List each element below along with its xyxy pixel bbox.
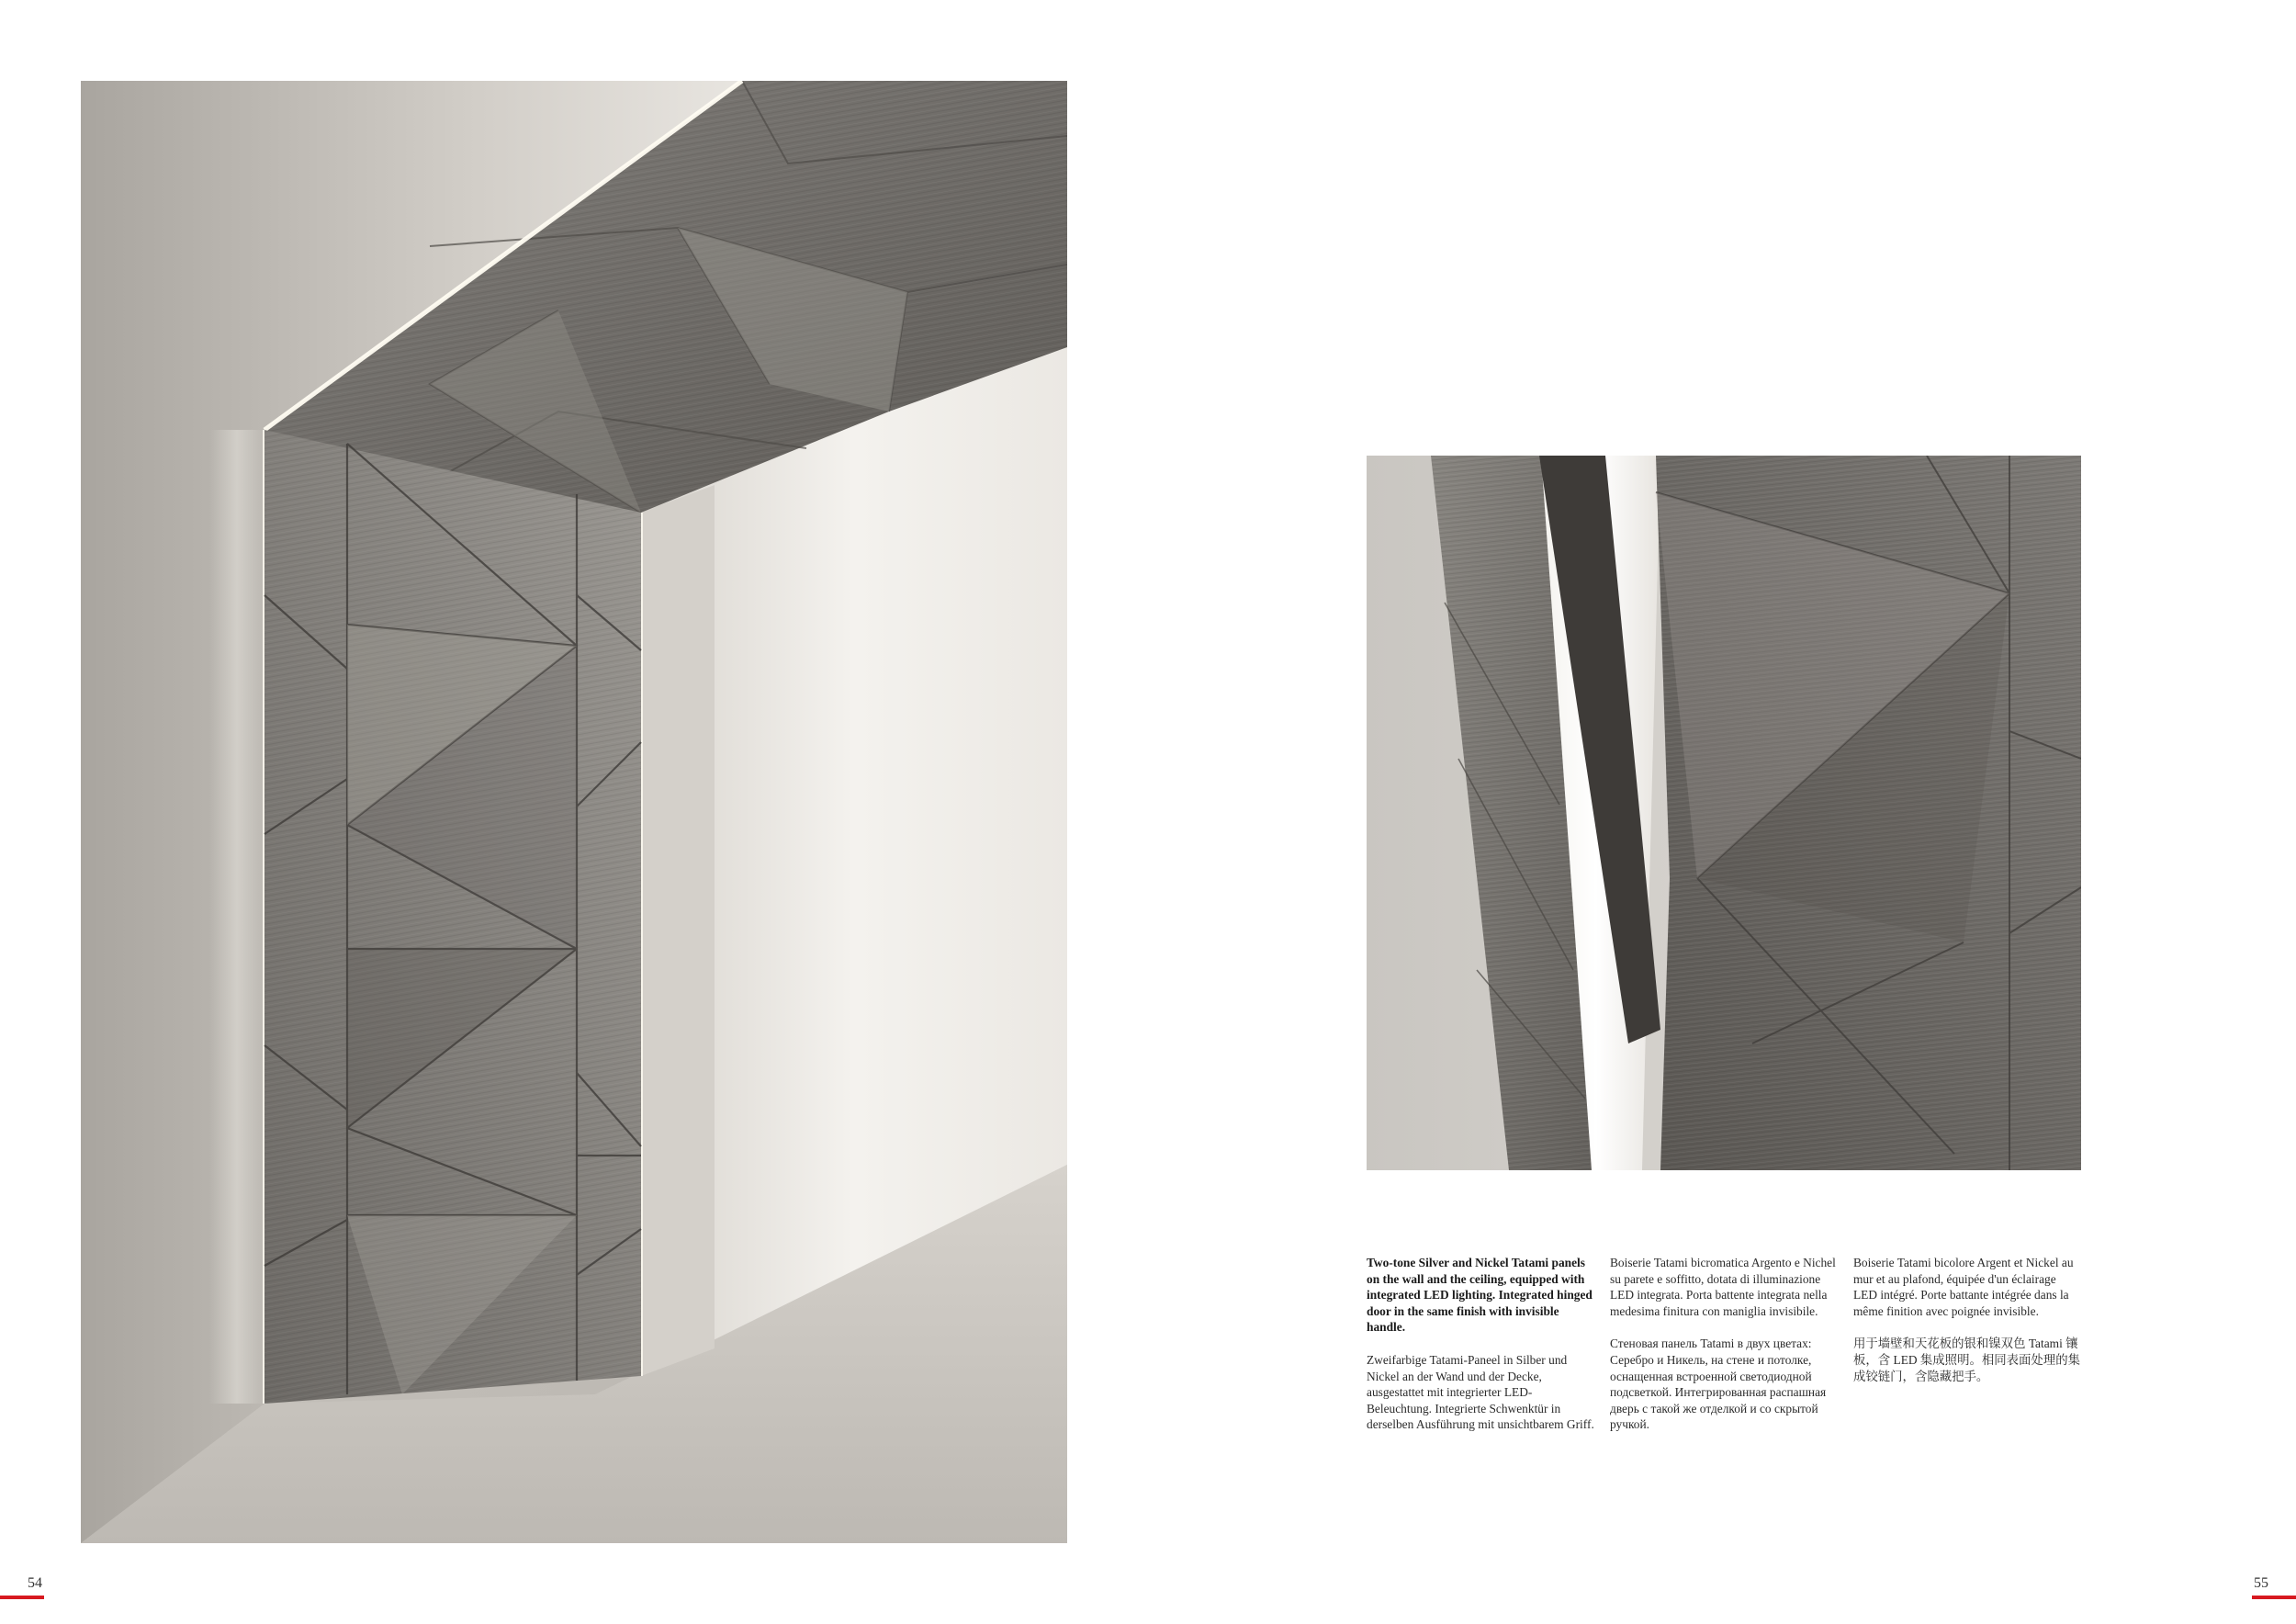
caption-chinese: 用于墙壁和天花板的银和镍双色 Tatami 镶板，含 LED 集成照明。相同表面处理的集成铰链门，含隐藏把手。 [1853, 1336, 2080, 1383]
page-number-right: 55 [2254, 1575, 2268, 1591]
page-marker-right [2252, 1596, 2296, 1599]
door-detail-photo [1367, 456, 2081, 1170]
caption-russian: Стеновая панель Tatami в двух цветах: Серебро и Никель, на стене и потолке, оснащенная встроенной светодиодной подсветкой. Интегрированная распашная дверь с такой же отделкой и со скрытой ручкой. [1610, 1336, 1827, 1432]
caption-column-1 [1367, 1255, 1596, 1449]
main-interior-photo [81, 81, 1067, 1543]
page-number-left: 54 [28, 1575, 42, 1591]
caption-column-3 [1853, 1255, 2083, 1401]
page-marker-left [0, 1596, 44, 1599]
caption-english: Two-tone Silver and Nickel Tatami panels on the wall and the ceiling, equipped with integrated LED lighting. Integrated hinged door in the same finish with invisible handle. [1367, 1256, 1593, 1335]
captions [1367, 1255, 2083, 1484]
caption-column-2 [1610, 1255, 1840, 1449]
caption-french: Boiserie Tatami bicolore Argent et Nickel au mur et au plafond, équipée d'un éclairage LED intégré. Porte battante intégrée dans la même finition avec poignée invisible. [1853, 1256, 2074, 1318]
caption-german: Zweifarbige Tatami-Paneel in Silber und Nickel an der Wand und der Decke, ausgestattet mit integrierter LED-Beleuchtung. Integrierte Schwenktür in derselben Ausführung mit unsichtbarem Griff. [1367, 1352, 1594, 1432]
caption-italian: Boiserie Tatami bicromatica Argento e Nichel su parete e soffitto, dotata di illuminazione LED integrata. Porta battente integrata nella medesima finitura con maniglia invisibile. [1610, 1256, 1836, 1318]
